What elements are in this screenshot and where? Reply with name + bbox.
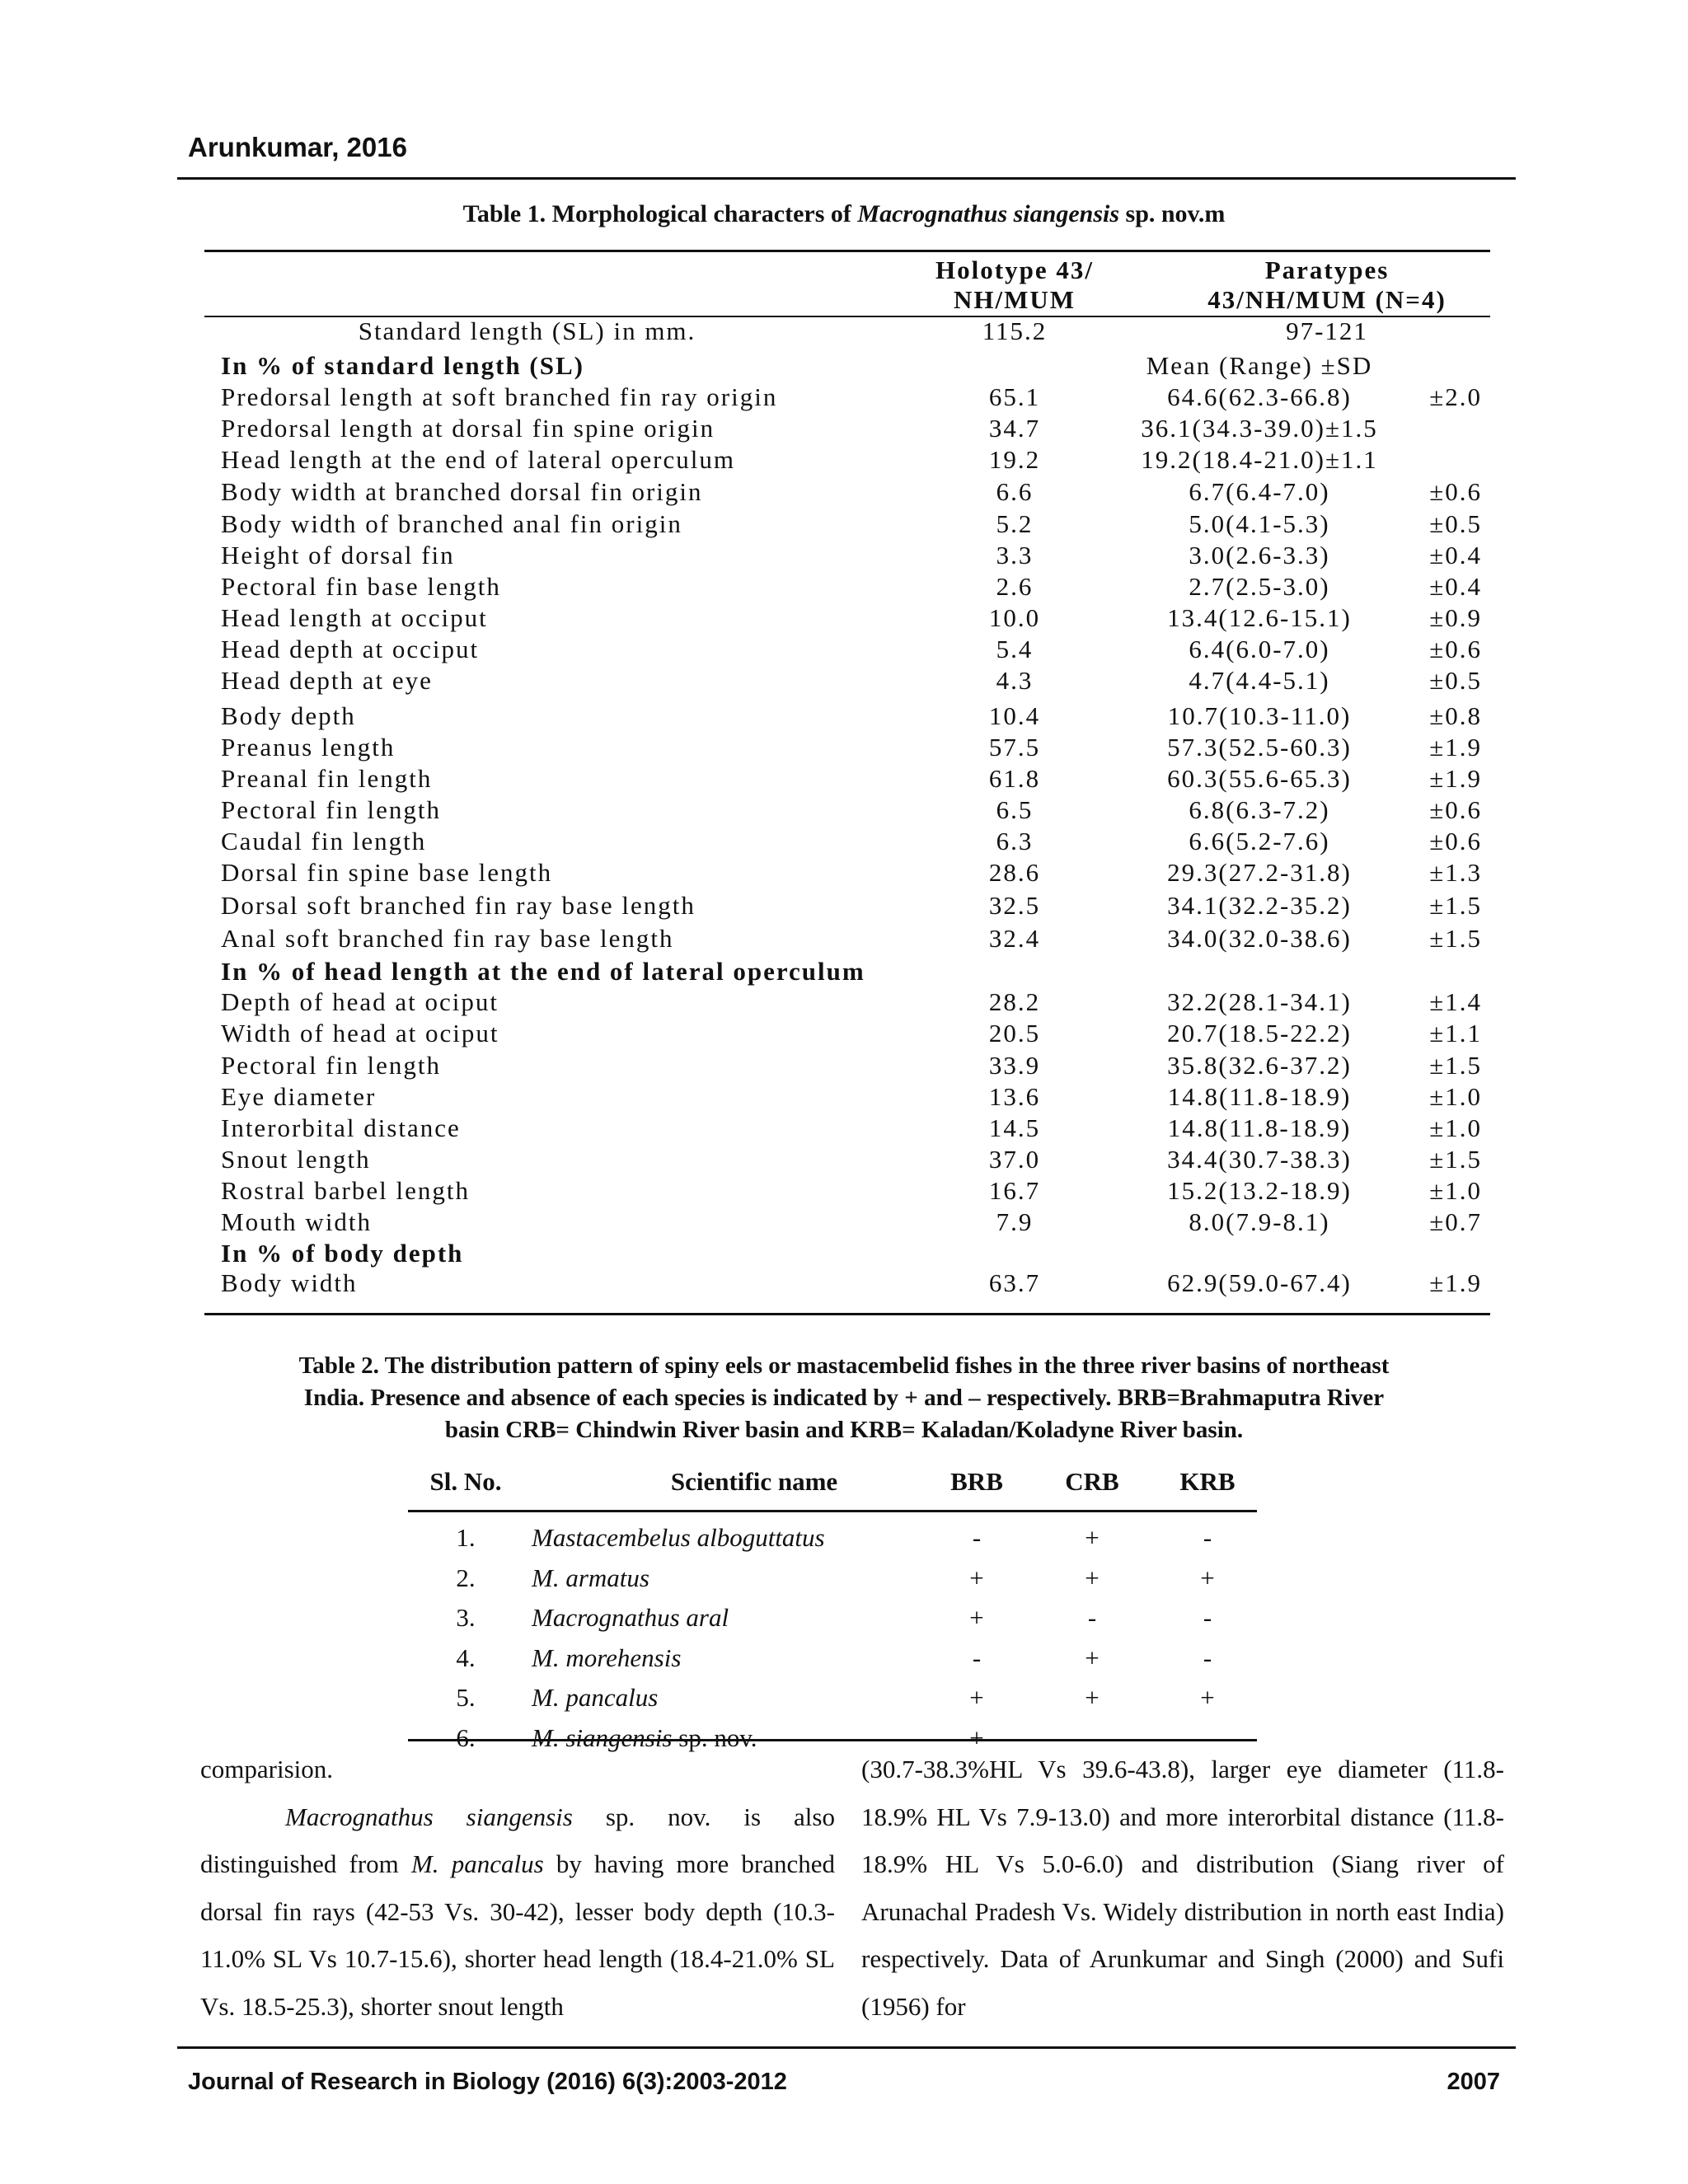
table1-row [204,1207,1490,1238]
character-label: Head depth at occiput [221,635,480,663]
character-label: Snout length [221,1145,371,1174]
serial-number: 2. [456,1563,476,1592]
paratype-value: 15.2(13.2-18.9) [1167,1176,1352,1205]
sd-value: ±0.5 [1429,509,1482,538]
table1-row [204,732,1490,763]
crb-presence: + [1085,1683,1100,1712]
sd-value: ±0.6 [1429,477,1482,506]
sd-value: ±1.3 [1429,858,1482,887]
holotype-line2: NH/MUM [953,285,1076,314]
krb-presence: - [1203,1603,1212,1632]
table1-row [204,1175,1490,1207]
holotype-value: 16.7 [988,1176,1041,1205]
table1-row [204,923,1490,954]
paratype-value: 6.6(5.2-7.6) [1189,827,1330,855]
species-name: Macrognathus aral [532,1603,729,1632]
character-label: Interorbital distance [221,1113,461,1142]
paratype-value: 32.2(28.1-34.1) [1167,987,1352,1016]
table1-bottom-rule [204,1313,1490,1315]
serial-number: 6. [456,1722,476,1752]
table2-row [408,1518,1257,1558]
character-label: Depth of head at ociput [221,987,499,1016]
sd-value: ±1.0 [1429,1113,1482,1142]
holotype-value: 28.2 [988,987,1041,1016]
paratype-value: 3.0(2.6-3.3) [1189,541,1330,569]
species-name: M. pancalus [532,1683,659,1712]
paratype-value: 19.2(18.4-21.0)±1.1 [1141,445,1378,474]
brb-presence: + [969,1603,984,1632]
table2-title-line: basin CRB= Chindwin River basin and KRB= Kaladan/Koladyne River basin. [444,1417,1244,1443]
paragraph: (30.7-38.3%HL Vs 39.6-43.8), larger eye diameter (11.8-18.9% HL Vs 7.9-13.0) and more interorbital distance (11.8-18.9% HL Vs 5.0-6.0) and distribution (Siang river of Arunachal Pradesh Vs. Widely distribution in north east India) respectively. Data of Arunkumar and Singh (2000) and Sufi (1956) for [861,1755,1504,2021]
table1-row [204,1081,1490,1113]
character-label: Pectoral fin base length [221,572,501,601]
holotype-value: 65.1 [988,382,1041,411]
table1-row [204,509,1490,540]
holotype-value: 13.6 [988,1082,1041,1111]
paratype-value: 14.8(11.8-18.9) [1167,1082,1352,1111]
sd-value: ±1.5 [1429,1145,1482,1174]
table1-row [204,763,1490,794]
serial-number: 5. [456,1683,476,1712]
table1-row [204,382,1490,413]
holotype-value: 4.3 [996,666,1034,695]
page-number: 2007 [1447,2069,1500,2095]
holotype-value: 32.4 [988,924,1041,953]
table1-row [204,1050,1490,1081]
holotype-value: 6.3 [996,827,1034,855]
sd-value: ±0.8 [1429,701,1482,730]
holotype-value: 5.2 [996,509,1034,538]
species-name: M. morehensis [532,1643,682,1672]
sd-value: ±1.5 [1429,891,1482,920]
paratype-value: 34.4(30.7-38.3) [1167,1145,1352,1174]
table2-header-name: Scientific name [670,1467,838,1496]
paratype-value: 5.0(4.1-5.3) [1189,509,1330,538]
paratype-value: 10.7(10.3-11.0) [1167,701,1352,730]
paratype-value: 6.7(6.4-7.0) [1189,477,1330,506]
table2-header [408,1459,1257,1512]
table1-row [204,316,1490,347]
krb-presence: - [1203,1722,1212,1752]
character-label: Predorsal length at dorsal fin spine origin [221,414,715,443]
footer-rule [177,2046,1516,2049]
character-label: Preanus length [221,733,396,762]
species-name: M. siangensis [532,1722,673,1752]
paratype-value: 8.0(7.9-8.1) [1189,1207,1330,1236]
krb-presence: + [1200,1683,1215,1712]
table1-row [204,1268,1490,1299]
character-label: Anal soft branched fin ray base length [221,924,674,953]
paratype-value: 97-121 [1286,316,1368,345]
paratype-value: 6.8(6.3-7.2) [1189,795,1330,824]
table2-header-krb: KRB [1179,1467,1236,1496]
table1-title [0,200,1688,228]
character-label: Width of head at ociput [221,1019,499,1047]
crb-presence: + [1085,1643,1100,1672]
brb-presence: + [969,1563,984,1592]
character-label: Body width [221,1268,358,1297]
holotype-value: 32.5 [988,891,1041,920]
paratype-value: 4.7(4.4-5.1) [1189,666,1330,695]
holotype-value: 10.0 [988,603,1041,632]
table1-row [204,476,1490,508]
holotype-value: 33.9 [988,1051,1041,1080]
table1-section-row [204,350,1490,382]
table1-row [204,571,1490,602]
holotype-value: 3.3 [996,541,1034,569]
table2-row [408,1638,1257,1678]
sd-value: ±0.6 [1429,795,1482,824]
holotype-value: 10.4 [988,701,1041,730]
character-label: Rostral barbel length [221,1176,470,1205]
paratypes-line1: Paratypes [1264,255,1390,284]
table2-row [408,1678,1257,1718]
table1-title-prefix: Table 1. Morphological characters of [462,200,858,227]
holotype-value: 14.5 [988,1113,1041,1142]
body-column-left [200,1746,835,2030]
sd-value: ±1.4 [1429,987,1482,1016]
sd-value: ±1.9 [1429,764,1482,793]
character-label: In % of body depth [221,1239,464,1268]
table1-row [204,794,1490,826]
table1-row [204,1113,1490,1144]
table1-row [204,540,1490,571]
sd-value: ±0.5 [1429,666,1482,695]
table1-row [204,987,1490,1018]
crb-presence: - [1087,1603,1097,1632]
character-label: Predorsal length at soft branched fin ray origin [221,382,778,411]
paratype-value: 35.8(32.6-37.2) [1167,1051,1352,1080]
table1-header [204,252,1490,317]
table1-row [204,413,1490,444]
brb-presence: - [972,1523,982,1552]
holotype-value: 6.6 [996,477,1034,506]
crb-presence: - [1087,1722,1097,1752]
holotype-value: 34.7 [988,414,1041,443]
character-label: Body width at branched dorsal fin origin [221,477,703,506]
paratype-value: 57.3(52.5-60.3) [1167,733,1352,762]
table1-title-species: Macrognathus siangensis [857,200,1120,227]
holotype-value: 6.5 [996,795,1034,824]
serial-number: 3. [456,1603,476,1632]
character-label: Standard length (SL) in mm. [358,316,696,345]
table1-row [204,857,1490,888]
sd-value: ±1.9 [1429,1268,1482,1297]
holotype-line1: Holotype 43/ [935,255,1094,284]
character-label: Dorsal soft branched fin ray base length [221,891,696,920]
paragraph-text: by having more branched dorsal fin rays (42-53 Vs. 30-42), lesser body depth (10.3-11.0% SL Vs 10.7-15.6), shorter head length (18.4-21.0% SL Vs. 18.5-25.3), shorter snout length [200,1849,835,2021]
paratype-value: 6.4(6.0-7.0) [1189,635,1330,663]
journal-citation: Journal of Research in Biology (2016) 6(3):2003-2012 [188,2069,787,2095]
table2-header-brb: BRB [950,1467,1003,1496]
paratype-value: Mean (Range) ±SD [1146,351,1373,380]
paragraph-end: comparision. [200,1755,333,1783]
paratype-value: 2.7(2.5-3.0) [1189,572,1330,601]
brb-presence: + [969,1722,984,1752]
brb-presence: + [969,1683,984,1712]
character-label: Dorsal fin spine base length [221,858,553,887]
paratype-value: 62.9(59.0-67.4) [1167,1268,1352,1297]
table1-row [204,665,1490,696]
sd-value: ±0.4 [1429,541,1482,569]
character-label: Pectoral fin length [221,795,441,824]
krb-presence: - [1203,1523,1212,1552]
paragraph-text: sp. nov. is also distinguished from [200,1802,835,1878]
character-label: In % of standard length (SL) [221,351,584,380]
table1-row [204,634,1490,665]
crb-presence: + [1085,1523,1100,1552]
paratype-value: 29.3(27.2-31.8) [1167,858,1352,887]
sd-value: ±0.9 [1429,603,1482,632]
character-label: Mouth width [221,1207,373,1236]
species-name: M. pancalus [410,1849,544,1878]
name-suffix: sp. nov. [672,1722,757,1752]
character-label: Caudal fin length [221,827,427,855]
sd-value: ±1.0 [1429,1082,1482,1111]
table1-row [204,444,1490,476]
character-label: Eye diameter [221,1082,377,1111]
serial-number: 1. [456,1523,476,1552]
character-label: Preanal fin length [221,764,433,793]
sd-value: ±0.4 [1429,572,1482,601]
table1-row [204,1144,1490,1175]
table1-row [204,890,1490,921]
sd-value: ±1.5 [1429,924,1482,953]
paratype-value: 20.7(18.5-22.2) [1167,1019,1352,1047]
sd-value: ±0.6 [1429,827,1482,855]
table2-row [408,1598,1257,1638]
holotype-value: 63.7 [988,1268,1041,1297]
krb-presence: - [1203,1643,1212,1672]
character-label: In % of head length at the end of lateral operculum [221,957,865,986]
table1-row [204,602,1490,634]
sd-value: ±1.1 [1429,1019,1482,1047]
character-label: Pectoral fin length [221,1051,441,1080]
paratype-value: 34.0(32.0-38.6) [1167,924,1352,953]
sd-value: ±2.0 [1429,382,1482,411]
table1-section-row [204,1238,1490,1269]
header-rule [177,177,1516,180]
sd-value: ±0.7 [1429,1207,1482,1236]
table1-title-suffix: sp. nov.m [1119,200,1226,227]
holotype-value: 20.5 [988,1019,1041,1047]
crb-presence: + [1085,1563,1100,1592]
table1-row [204,826,1490,857]
table2-title-line: Table 2. The distribution pattern of spiny eels or mastacembelid fishes in the three river basins of northeast [298,1352,1390,1379]
paratype-value: 14.8(11.8-18.9) [1167,1113,1352,1142]
sd-value: ±1.5 [1429,1051,1482,1080]
serial-number: 4. [456,1643,476,1672]
holotype-value: 28.6 [988,858,1041,887]
table2-header-sl: Sl. No. [429,1467,502,1496]
species-name: Mastacembelus alboguttatus [532,1523,825,1552]
krb-presence: + [1200,1563,1215,1592]
species-name: Macrognathus siangensis [285,1802,573,1831]
paragraph [200,1793,835,2031]
holotype-value: 2.6 [996,572,1034,601]
brb-presence: - [972,1643,982,1672]
character-label: Head depth at eye [221,666,433,695]
running-head: Arunkumar, 2016 [188,132,407,162]
table2-title-line: India. Presence and absence of each species is indicated by + and – respectively. BRB=Brahmaputra River [303,1385,1385,1411]
body-column-right [861,1746,1504,2030]
paratype-value: 36.1(34.3-39.0)±1.5 [1141,414,1378,443]
paratype-value: 13.4(12.6-15.1) [1167,603,1352,632]
holotype-value: 7.9 [996,1207,1034,1236]
species-name: M. armatus [532,1563,649,1592]
table1-header-paratypes [1179,255,1475,315]
holotype-value: 5.4 [996,635,1034,663]
table2-title [213,1350,1475,1446]
table1-header-holotype [850,255,1179,315]
character-label: Body width of branched anal fin origin [221,509,682,538]
sd-value: ±1.9 [1429,733,1482,762]
table2-row [408,1558,1257,1598]
table1-row [204,701,1490,732]
sd-value: ±0.6 [1429,635,1482,663]
character-label: Head length at occiput [221,603,488,632]
paratype-value: 64.6(62.3-66.8) [1167,382,1352,411]
holotype-value: 115.2 [982,316,1048,345]
holotype-value: 19.2 [988,445,1041,474]
character-label: Body depth [221,701,356,730]
paratype-value: 60.3(55.6-65.3) [1167,764,1352,793]
paratypes-line2: 43/NH/MUM (N=4) [1207,285,1447,314]
holotype-value: 61.8 [988,764,1041,793]
table1-row [204,1018,1490,1049]
sd-value: ±1.0 [1429,1176,1482,1205]
holotype-value: 37.0 [988,1145,1041,1174]
table2-bottom-rule [408,1739,1257,1741]
table2-header-crb: CRB [1065,1467,1119,1496]
paratype-value: 34.1(32.2-35.2) [1167,891,1352,920]
character-label: Height of dorsal fin [221,541,455,569]
character-label: Head length at the end of lateral operculum [221,445,735,474]
holotype-value: 57.5 [988,733,1041,762]
table1-section-row [204,956,1490,987]
